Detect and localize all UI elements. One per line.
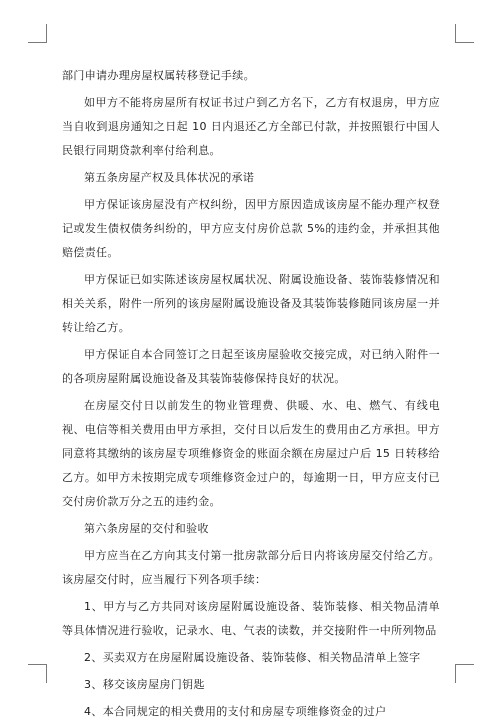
document-body — [62, 64, 440, 727]
list-item: 3、移交该房屋房门钥匙 — [84, 678, 205, 691]
delivery-paragraph: 甲方应当在乙方向其支付第一批房款部分后日内将该房屋交付给乙方。该房屋交付时，应当履行下列各项手续： — [62, 549, 440, 586]
refund-clause-paragraph: 如甲方不能将房屋所有权证书过户到乙方名下，乙方有权退房，甲方应当自收到退房通知之日起 10 日内退还乙方全部已付款，并按照银行中国人民银行同期贷款利率付给利息。 — [62, 96, 440, 157]
list-item: 1、甲方与乙方共同对该房屋附属设施设备、装饰装修、相关物品清单等具体情况进行验收，记录水、电、气表的读数，并交接附件一中所列物品 — [62, 600, 440, 637]
fees-paragraph: 在房屋交付日以前发生的物业管理费、供暖、水、电、燃气、有线电视、电信等相关费用由甲方承担，交付日以后发生的费用由乙方承担。甲方同意将其缴纳的该房屋专项维修资金的账面余额在房屋过户后 15 日转移给乙方。如甲方未按期完成专项维修资金过户的，每逾期一日，甲方应支付已交付房价款万分之五的违约金。 — [62, 399, 440, 508]
crop-mark-bottom-right — [455, 664, 474, 683]
list-item: 2、买卖双方在房屋附属设施设备、装饰装修、相关物品清单上签字 — [84, 651, 421, 664]
disclosure-guarantee-paragraph: 甲方保证已如实陈述该房屋权属状况、附属设施设备、装饰装修情况和相关关系，附件一所列的该房屋附属设施设备及其装饰装修随同该房屋一并转让给乙方。 — [62, 273, 440, 334]
list-item: 4、本合同规定的相关费用的支付和房屋专项维修资金的过户 — [84, 705, 387, 718]
article-6-heading: 第六条房屋的交付和验收 — [84, 522, 209, 535]
crop-mark-bottom-left — [28, 664, 47, 683]
crop-mark-top-left — [28, 24, 47, 43]
article-5-heading: 第五条房屋产权及具体状况的承诺 — [84, 171, 255, 184]
no-dispute-guarantee-paragraph: 甲方保证该房屋没有产权纠纷，因甲方原因造成该房屋不能办理产权登记或发生债权债务纠纷的，甲方应支付房价总款 5%的违约金，并承担其他赔偿责任。 — [62, 198, 440, 259]
continuation-paragraph: 部门申请办理房屋权属转移登记手续。 — [62, 69, 255, 82]
condition-guarantee-paragraph: 甲方保证自本合同签订之日起至该房屋验收交接完成，对已纳入附件一的各项房屋附属设施设备及其装饰装修保持良好的状况。 — [62, 348, 440, 385]
crop-mark-top-right — [455, 24, 474, 43]
